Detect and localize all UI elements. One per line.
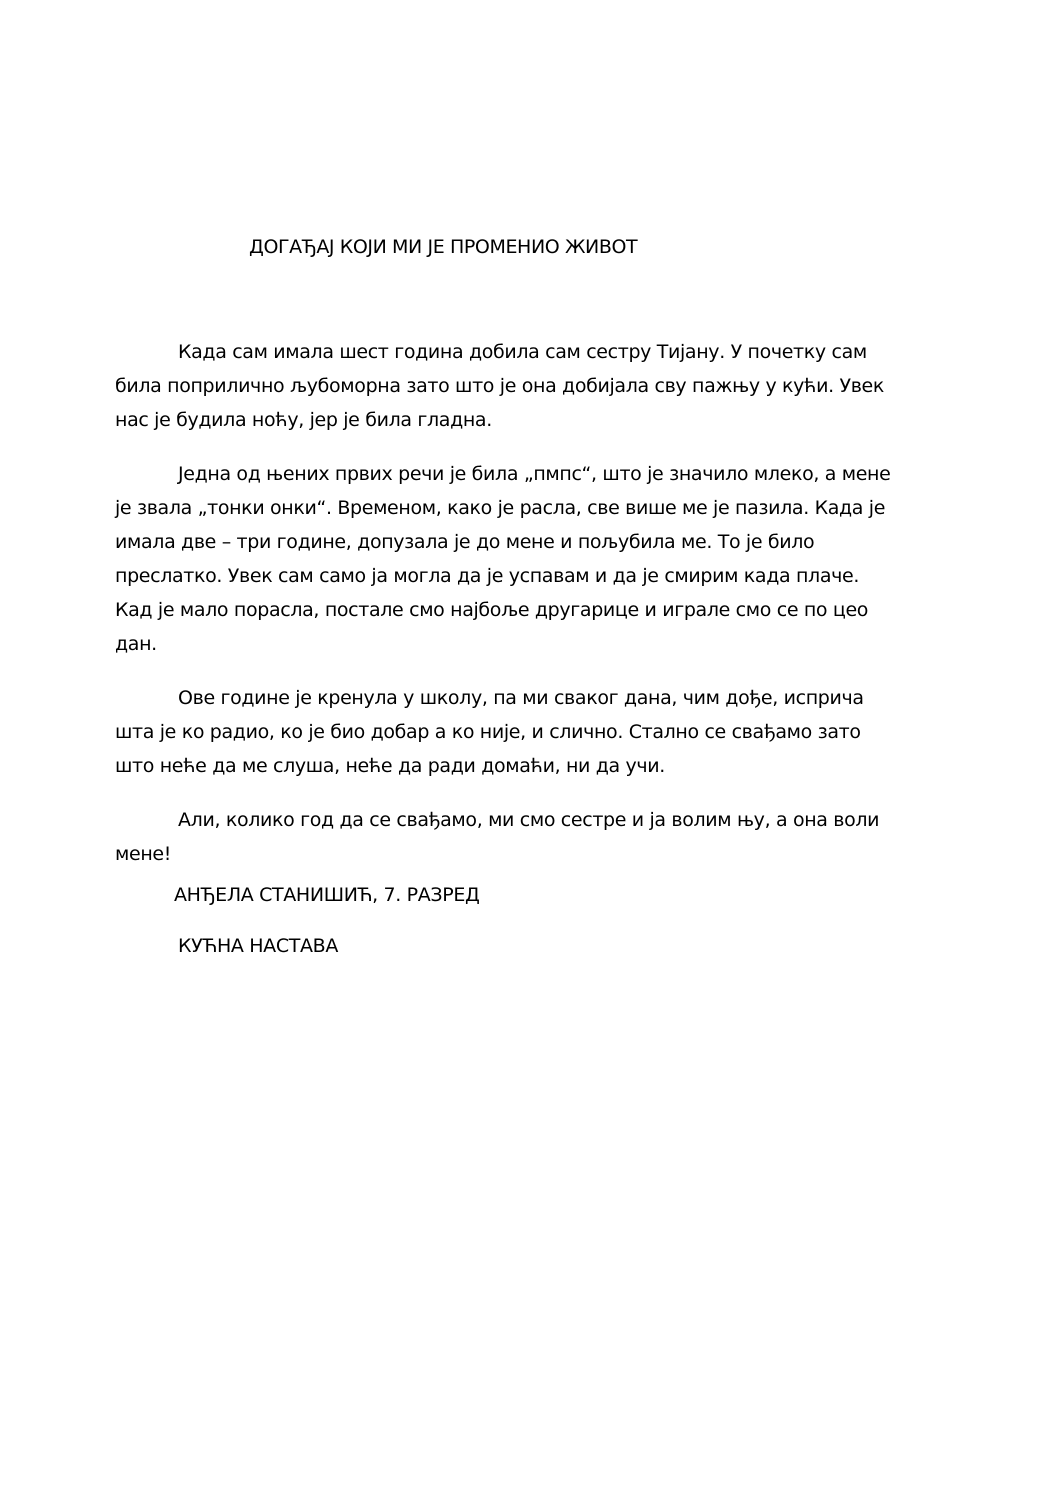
paragraph-line: шта је ко радио, ко је био добар а ко није, и слично. Стално се свађамо зато bbox=[115, 721, 861, 743]
paragraph-2 bbox=[115, 457, 955, 661]
paragraph-line: имала две – три године, допузала је до мене и пољубила ме. То је било bbox=[115, 531, 815, 553]
paragraph-line: преслатко. Увек сам само ја могла да је успавам и да је смирим када плаче. bbox=[115, 565, 860, 587]
paragraph-line: Када сам имала шест година добила сам сестру Тијану. У почетку сам bbox=[178, 341, 867, 363]
paragraph-line: Једна од њених првих речи је била „пмпс“, што је значило млеко, а мене bbox=[178, 463, 891, 485]
paragraph-4 bbox=[115, 803, 955, 871]
author-signature: АНЂЕЛА СТАНИШИЋ, 7. РАЗРЕД bbox=[174, 884, 480, 906]
author-note: КУЋНА НАСТАВА bbox=[178, 935, 338, 957]
paragraph-1 bbox=[115, 335, 955, 437]
paragraph-line: је звала „тонки онки“. Временом, како је расла, све више ме је пазила. Када је bbox=[115, 497, 886, 519]
paragraph-line: Кад је мало порасла, постале смо најбоље другарице и играле смо се по цео bbox=[115, 599, 869, 621]
paragraph-line: Ове године је кренула у школу, па ми сваког дана, чим дође, исприча bbox=[178, 687, 864, 709]
document-body bbox=[115, 335, 955, 891]
paragraph-line: дан. bbox=[115, 633, 157, 655]
paragraph-line: Али, колико год да се свађамо, ми смо сестре и ја волим њу, а она воли bbox=[178, 809, 880, 831]
paragraph-line: била поприлично љубоморна зато што је она добијала сву пажњу у кући. Увек bbox=[115, 375, 885, 397]
paragraph-line: што неће да ме слуша, неће да ради домаћи, ни да учи. bbox=[115, 755, 665, 777]
paragraph-line: мене! bbox=[115, 843, 172, 865]
paragraph-3 bbox=[115, 681, 955, 783]
paragraph-line: нас је будила ноћу, јер је била гладна. bbox=[115, 409, 492, 431]
document-title: ДОГАЂАЈ КОЈИ МИ ЈЕ ПРОМЕНИО ЖИВОТ bbox=[249, 236, 638, 258]
